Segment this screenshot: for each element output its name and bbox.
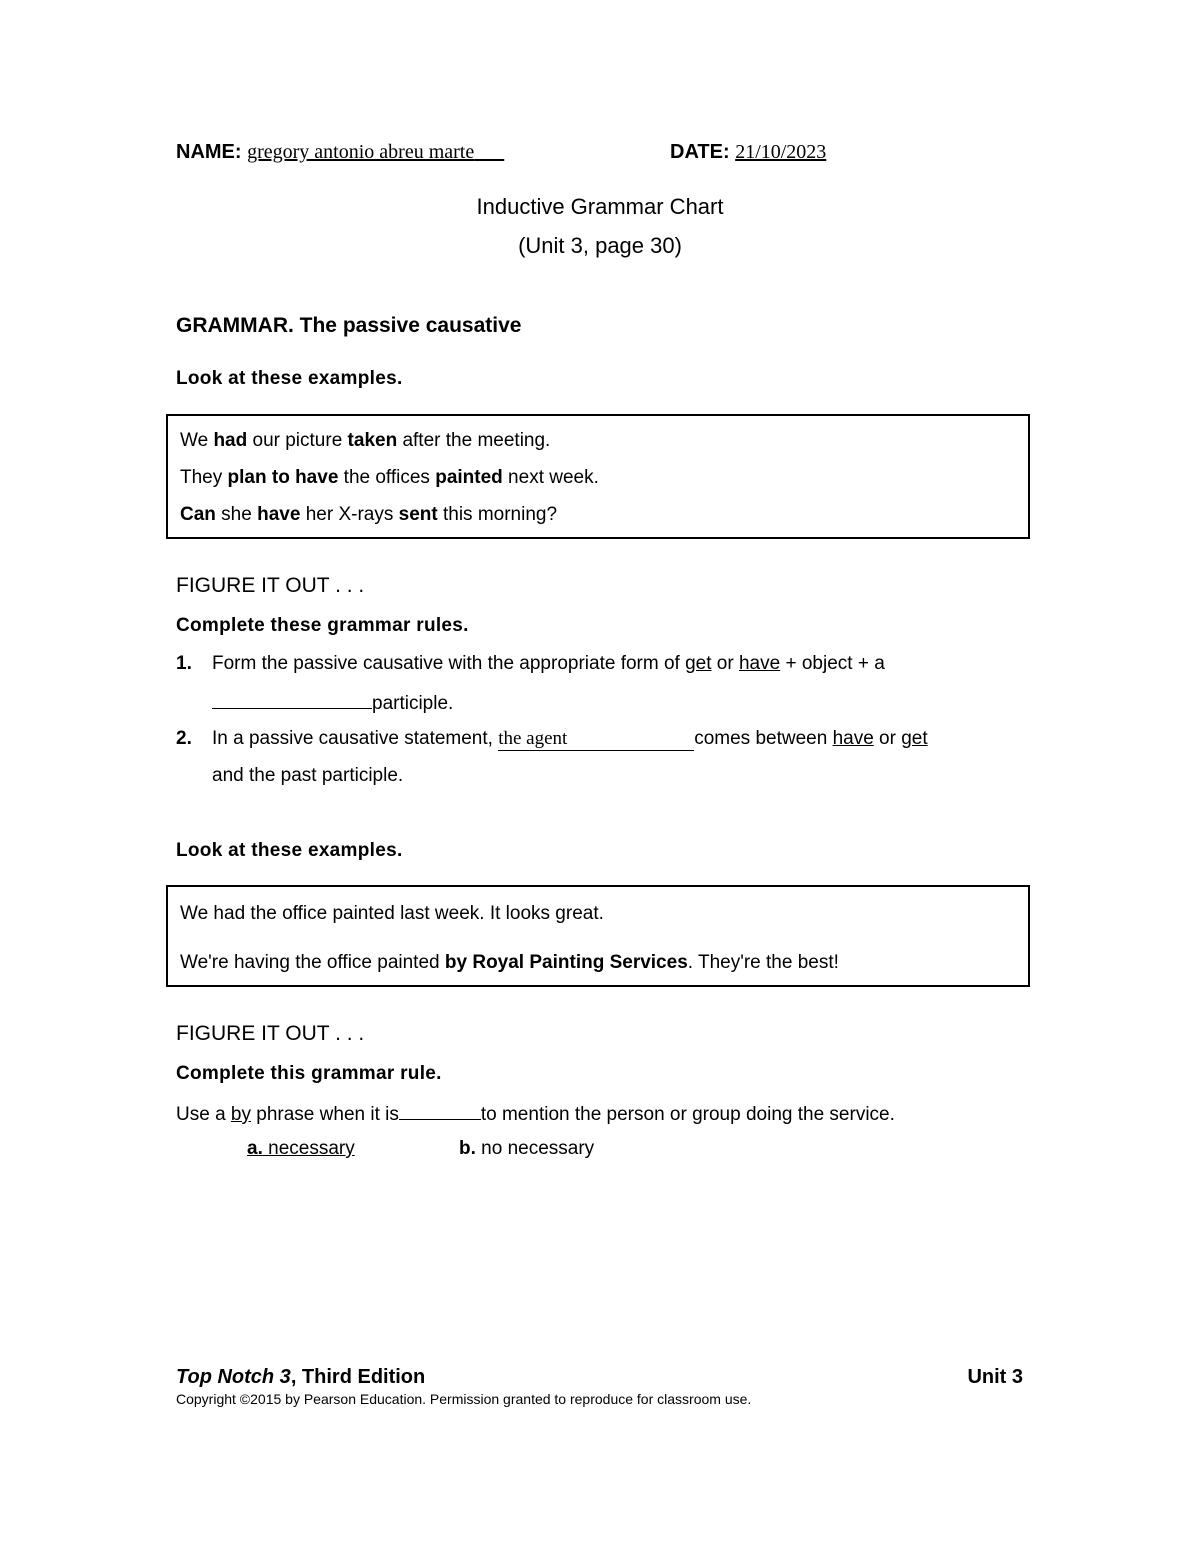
rule-2-answer: the agent: [498, 728, 568, 749]
page-title: Inductive Grammar Chart: [476, 194, 724, 219]
example-text: We're having the office painted: [180, 952, 445, 973]
example-bold-text: sent: [398, 504, 438, 525]
name-underline-pad: [474, 141, 504, 163]
rule-2-number: 2.: [176, 728, 192, 749]
example-bold-text: plan to have: [227, 467, 339, 488]
date-field: [670, 141, 826, 164]
date-label: DATE:: [670, 141, 730, 163]
example-text: the offices: [338, 467, 436, 488]
footer-book: [176, 1366, 425, 1389]
rule-by-phrase: Use a by phrase when it is to mention the person or group doing the service.: [176, 1101, 895, 1126]
example-text: after the meeting.: [397, 430, 551, 451]
name-label: NAME:: [176, 141, 242, 163]
date-value: 21/10/2023: [735, 141, 827, 163]
example-text: she: [215, 504, 258, 525]
example-line: [180, 467, 599, 489]
rule-2-continuation: and the past participle.: [212, 765, 404, 786]
option-b[interactable]: [459, 1138, 594, 1160]
option-a-letter: a.: [247, 1138, 263, 1159]
example-text: next week.: [502, 467, 599, 488]
example-text: . They're the best!: [687, 952, 839, 973]
complete-rules-label: Complete these grammar rules.: [176, 615, 469, 636]
example-bold-text: have: [257, 504, 301, 525]
rule-1-continuation: participle.: [212, 690, 453, 715]
example-line: [180, 903, 604, 925]
examples-box-1: [166, 414, 1030, 539]
example-bold-text: by Royal Painting Services: [444, 952, 688, 973]
example-text: this morning?: [437, 504, 558, 525]
example-text: our picture: [247, 430, 348, 451]
book-title: Top Notch 3: [176, 1366, 291, 1388]
complete-rule-label: Complete this grammar rule.: [176, 1063, 442, 1084]
grammar-heading: GRAMMAR. The passive causative: [176, 314, 522, 337]
example-bold-text: Can: [180, 504, 216, 525]
page-subtitle: (Unit 3, page 30): [518, 233, 682, 258]
example-bold-text: taken: [347, 430, 398, 451]
rule-2-text: In a passive causative statement, the agent comes between have or get: [212, 728, 928, 749]
example-bold-text: had: [213, 430, 248, 451]
have-word: have: [738, 653, 781, 674]
examples-box-2: [166, 885, 1030, 987]
example-text: We had the office painted last week. It looks great.: [180, 903, 604, 924]
figure-it-out-heading-2: FIGURE IT OUT . . .: [176, 1022, 365, 1045]
option-b-letter: b.: [459, 1138, 476, 1159]
have-word: have: [832, 728, 874, 749]
option-a-text: necessary: [262, 1138, 355, 1159]
example-text: They: [180, 467, 228, 488]
example-bold-text: painted: [435, 467, 503, 488]
copyright-text: Copyright ©2015 by Pearson Education. Permission granted to reproduce for classroom use.: [176, 1391, 752, 1407]
example-line: [180, 952, 839, 974]
get-word: get: [901, 728, 928, 749]
get-word: get: [685, 653, 712, 674]
book-edition: , Third Edition: [290, 1366, 426, 1388]
figure-it-out-heading-1: FIGURE IT OUT . . .: [176, 574, 365, 597]
option-b-text: no necessary: [475, 1138, 595, 1159]
example-text: We: [180, 430, 214, 451]
example-text: her X-rays: [300, 504, 399, 525]
look-label-2: Look at these examples.: [176, 840, 403, 861]
by-word: by: [230, 1104, 251, 1125]
footer-unit: Unit 3: [967, 1366, 1023, 1388]
rule-1-number: 1.: [176, 653, 192, 674]
name-value: gregory antonio abreu marte: [247, 141, 475, 163]
example-line: [180, 504, 557, 526]
option-a[interactable]: [247, 1138, 355, 1160]
rule-2-answer-blank[interactable]: [498, 728, 694, 751]
name-field: [176, 141, 504, 164]
rule-1-text: Form the passive causative with the appropriate form of get or have + object + a: [212, 653, 885, 674]
look-label-1: Look at these examples.: [176, 368, 403, 389]
rule-1-blank[interactable]: [212, 690, 372, 709]
example-line: [180, 430, 550, 452]
rule-3-blank[interactable]: [399, 1101, 481, 1120]
